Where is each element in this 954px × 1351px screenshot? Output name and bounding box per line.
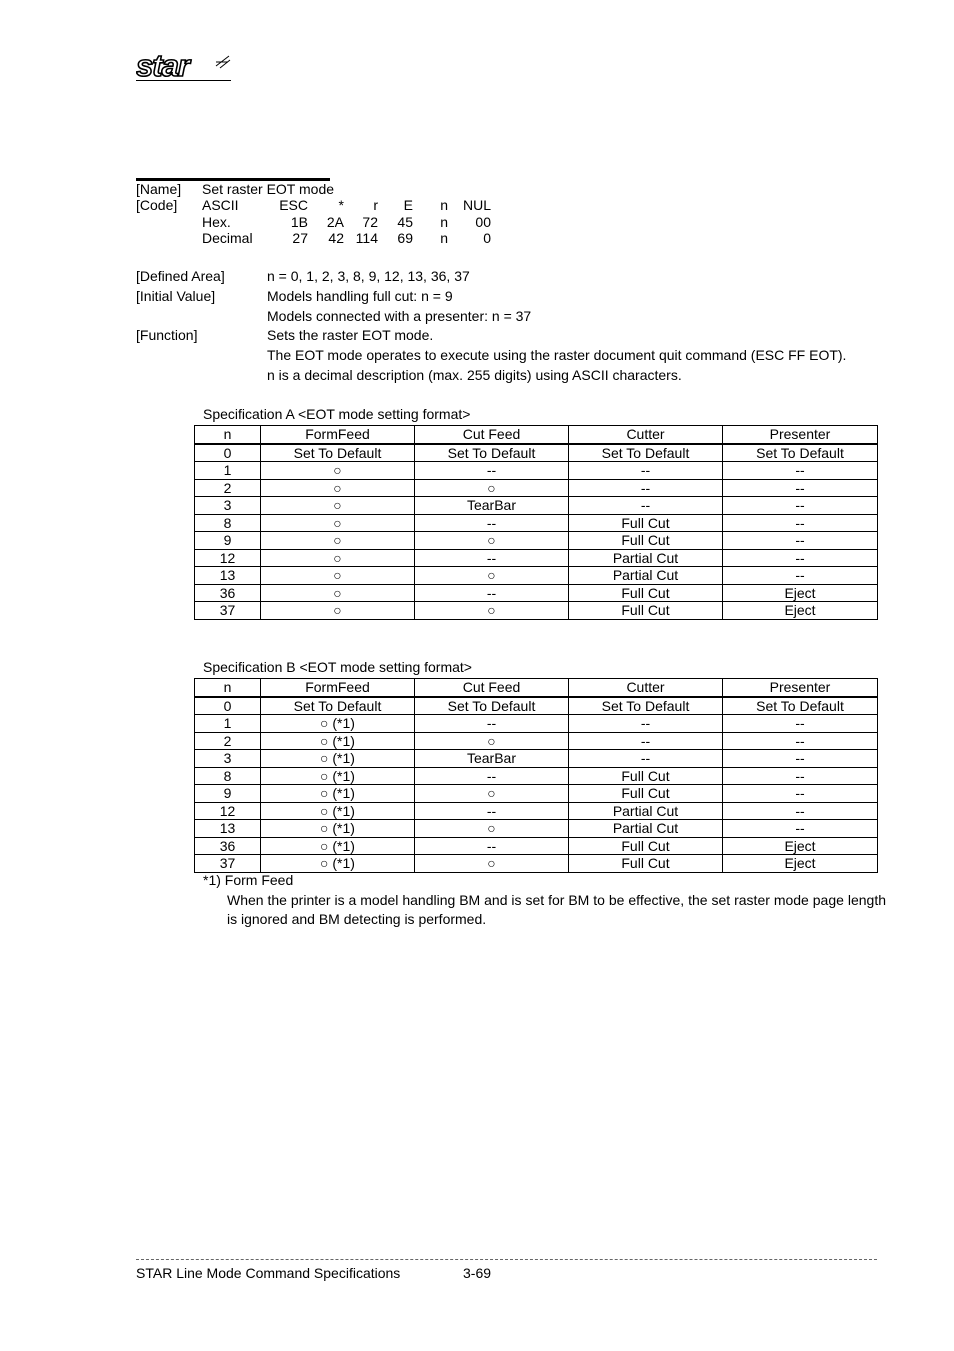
star-logo-mark — [216, 56, 230, 68]
footnote-body: When the printer is a model handling BM and is set for BM to be effective, the set raster mode page length is ignored and BM detecting is performed. — [227, 892, 886, 927]
table-cell: ○ (*1) — [261, 715, 415, 733]
code-cell: * — [338, 197, 344, 213]
table-cell: Full Cut — [569, 837, 723, 855]
table-cell: Eject — [723, 837, 878, 855]
name-label: [Name] — [136, 181, 182, 197]
table-row — [195, 567, 878, 585]
table-cell: Set To Default — [569, 697, 723, 715]
code-cell: 45 — [397, 214, 413, 230]
code-cell: ESC — [279, 197, 308, 213]
table-cell: ○ — [261, 514, 415, 532]
table-row — [195, 732, 878, 750]
table-cell: -- — [569, 497, 723, 515]
star-logo-text: star — [136, 52, 189, 80]
code-cell: 2A — [326, 214, 344, 230]
table-cell: 36 — [195, 584, 261, 602]
table-cell: -- — [415, 715, 569, 733]
table-cell: 3 — [195, 750, 261, 768]
table-cell: -- — [723, 567, 878, 585]
spec-b-caption: Specification B <EOT mode setting format> — [203, 659, 472, 675]
table-cell: Partial Cut — [569, 567, 723, 585]
footnote-title: *1) Form Feed — [203, 872, 294, 888]
table-cell: 9 — [195, 785, 261, 803]
table-row — [195, 602, 878, 620]
table-cell: -- — [415, 584, 569, 602]
table-cell: 36 — [195, 837, 261, 855]
table-cell: -- — [723, 532, 878, 550]
code-cell: NUL — [462, 197, 491, 213]
code-cell: n — [440, 197, 448, 213]
table-cell: -- — [723, 785, 878, 803]
table-cell: ○ — [415, 855, 569, 873]
table-cell: -- — [569, 732, 723, 750]
initial-value-label: [Initial Value] — [136, 288, 216, 304]
table-cell: -- — [723, 514, 878, 532]
table-cell: ○ — [415, 532, 569, 550]
code-cell: 27 — [292, 230, 308, 246]
initial-value-line: Models handling full cut: n = 9 — [267, 288, 453, 304]
table-cell: -- — [569, 479, 723, 497]
code-row-label: Hex. — [202, 214, 231, 230]
table-cell: ○ — [415, 479, 569, 497]
table-row — [195, 584, 878, 602]
table-cell: TearBar — [415, 497, 569, 515]
code-cell: n — [440, 214, 448, 230]
table-cell: ○ — [415, 732, 569, 750]
table-cell: ○ — [415, 820, 569, 838]
table-cell: -- — [415, 802, 569, 820]
table-cell: 12 — [195, 549, 261, 567]
table-cell: Full Cut — [569, 785, 723, 803]
table-cell: 1 — [195, 715, 261, 733]
table-cell: 1 — [195, 462, 261, 480]
table-cell: -- — [723, 732, 878, 750]
column-header: Cutter — [569, 679, 723, 697]
table-cell: -- — [723, 820, 878, 838]
table-cell: Full Cut — [569, 767, 723, 785]
column-header: Presenter — [723, 679, 878, 697]
table-cell: 0 — [195, 697, 261, 715]
function-line: n is a decimal description (max. 255 digits) using ASCII characters. — [267, 367, 682, 383]
table-cell: -- — [415, 462, 569, 480]
table-row — [195, 479, 878, 497]
table-cell: ○ (*1) — [261, 802, 415, 820]
table-cell: -- — [415, 767, 569, 785]
code-cell: E — [403, 197, 413, 213]
table-cell: -- — [723, 462, 878, 480]
table-cell: -- — [723, 497, 878, 515]
table-cell: -- — [569, 462, 723, 480]
table-row — [195, 785, 878, 803]
spec-a-caption: Specification A <EOT mode setting format> — [203, 406, 471, 422]
table-cell: Full Cut — [569, 602, 723, 620]
table-cell: Set To Default — [261, 444, 415, 462]
table-row — [195, 855, 878, 873]
function-line: Sets the raster EOT mode. — [267, 327, 434, 343]
table-cell: -- — [569, 715, 723, 733]
table-cell: Set To Default — [415, 444, 569, 462]
code-cell: 69 — [397, 230, 413, 246]
code-cell: 42 — [328, 230, 344, 246]
table-cell: -- — [415, 837, 569, 855]
name-value: Set raster EOT mode — [202, 181, 335, 197]
table-cell: -- — [723, 750, 878, 768]
column-header: FormFeed — [261, 426, 415, 444]
table-row — [195, 444, 878, 462]
table-cell: 3 — [195, 497, 261, 515]
table-cell: 8 — [195, 514, 261, 532]
table-row — [195, 750, 878, 768]
table-cell: -- — [723, 549, 878, 567]
column-header: n — [195, 426, 261, 444]
code-label: [Code] — [136, 197, 178, 213]
table-cell: ○ — [261, 584, 415, 602]
table-cell: 12 — [195, 802, 261, 820]
table-cell: ○ (*1) — [261, 820, 415, 838]
table-cell: Eject — [723, 855, 878, 873]
table-cell: Eject — [723, 602, 878, 620]
table-cell: Partial Cut — [569, 820, 723, 838]
footer-doc-title: STAR Line Mode Command Specifications — [136, 1265, 401, 1281]
table-cell: -- — [723, 802, 878, 820]
table-row — [195, 497, 878, 515]
table-row — [195, 697, 878, 715]
table-row — [195, 462, 878, 480]
table-cell: ○ (*1) — [261, 732, 415, 750]
table-cell: Full Cut — [569, 855, 723, 873]
table-cell: Full Cut — [569, 514, 723, 532]
code-cell: 0 — [483, 230, 491, 246]
table-cell: 37 — [195, 602, 261, 620]
table-row — [195, 802, 878, 820]
table-cell: Full Cut — [569, 584, 723, 602]
table-cell: ○ (*1) — [261, 767, 415, 785]
table-cell: 13 — [195, 567, 261, 585]
table-cell: ○ (*1) — [261, 855, 415, 873]
code-cell: 72 — [362, 214, 378, 230]
star-logo — [136, 52, 232, 80]
table-cell: ○ — [415, 602, 569, 620]
table-cell: ○ — [261, 479, 415, 497]
table-cell: Set To Default — [569, 444, 723, 462]
table-cell: -- — [723, 479, 878, 497]
code-row-label: ASCII — [202, 197, 239, 213]
table-cell: ○ (*1) — [261, 785, 415, 803]
table-cell: -- — [415, 549, 569, 567]
table-row — [195, 514, 878, 532]
column-header: n — [195, 679, 261, 697]
footer-rule — [136, 1259, 877, 1260]
table-cell: -- — [569, 750, 723, 768]
table-cell: Set To Default — [261, 697, 415, 715]
table-row — [195, 820, 878, 838]
table-row — [195, 715, 878, 733]
column-header: FormFeed — [261, 679, 415, 697]
table-cell: Partial Cut — [569, 549, 723, 567]
footer-page-number: 3-69 — [463, 1265, 492, 1281]
column-header: Presenter — [723, 426, 878, 444]
table-cell: ○ — [415, 567, 569, 585]
column-header: Cut Feed — [415, 679, 569, 697]
table-cell: 37 — [195, 855, 261, 873]
table-cell: Partial Cut — [569, 802, 723, 820]
code-cell: 00 — [475, 214, 491, 230]
logo-underline — [136, 80, 231, 81]
table-cell: 2 — [195, 479, 261, 497]
table-cell: Set To Default — [723, 444, 878, 462]
table-row — [195, 767, 878, 785]
table-cell: 8 — [195, 767, 261, 785]
code-cell: r — [373, 197, 378, 213]
table-cell: -- — [415, 514, 569, 532]
table-cell: Eject — [723, 584, 878, 602]
table-cell: Full Cut — [569, 532, 723, 550]
table-cell: ○ (*1) — [261, 750, 415, 768]
code-cell: n — [440, 230, 448, 246]
function-label: [Function] — [136, 327, 198, 343]
spec-a-table — [194, 425, 878, 620]
table-cell: ○ (*1) — [261, 837, 415, 855]
function-line: The EOT mode operates to execute using the raster document quit command (ESC FF EOT). — [267, 347, 847, 363]
table-row — [195, 549, 878, 567]
table-cell: ○ — [261, 602, 415, 620]
defined-area-value: n = 0, 1, 2, 3, 8, 9, 12, 13, 36, 37 — [267, 268, 470, 284]
table-cell: Set To Default — [415, 697, 569, 715]
table-cell: ○ — [261, 567, 415, 585]
code-cell: 1B — [290, 214, 308, 230]
defined-area-label: [Defined Area] — [136, 268, 225, 284]
table-cell: ○ — [261, 532, 415, 550]
table-cell: 13 — [195, 820, 261, 838]
table-row — [195, 837, 878, 855]
initial-value-line: Models connected with a presenter: n = 37 — [267, 308, 532, 324]
table-cell: Set To Default — [723, 697, 878, 715]
table-header-row — [195, 426, 878, 444]
spec-b-table — [194, 678, 878, 873]
column-header: Cut Feed — [415, 426, 569, 444]
table-cell: ○ — [415, 785, 569, 803]
table-cell: ○ — [261, 497, 415, 515]
table-cell: 0 — [195, 444, 261, 462]
table-cell: 9 — [195, 532, 261, 550]
table-cell: -- — [723, 715, 878, 733]
table-header-row — [195, 679, 878, 697]
table-cell: ○ — [261, 549, 415, 567]
table-cell: 2 — [195, 732, 261, 750]
table-cell: -- — [723, 767, 878, 785]
code-cell: 114 — [355, 230, 378, 246]
column-header: Cutter — [569, 426, 723, 444]
code-row-label: Decimal — [202, 230, 253, 246]
table-row — [195, 532, 878, 550]
table-cell: TearBar — [415, 750, 569, 768]
table-cell: ○ — [261, 462, 415, 480]
